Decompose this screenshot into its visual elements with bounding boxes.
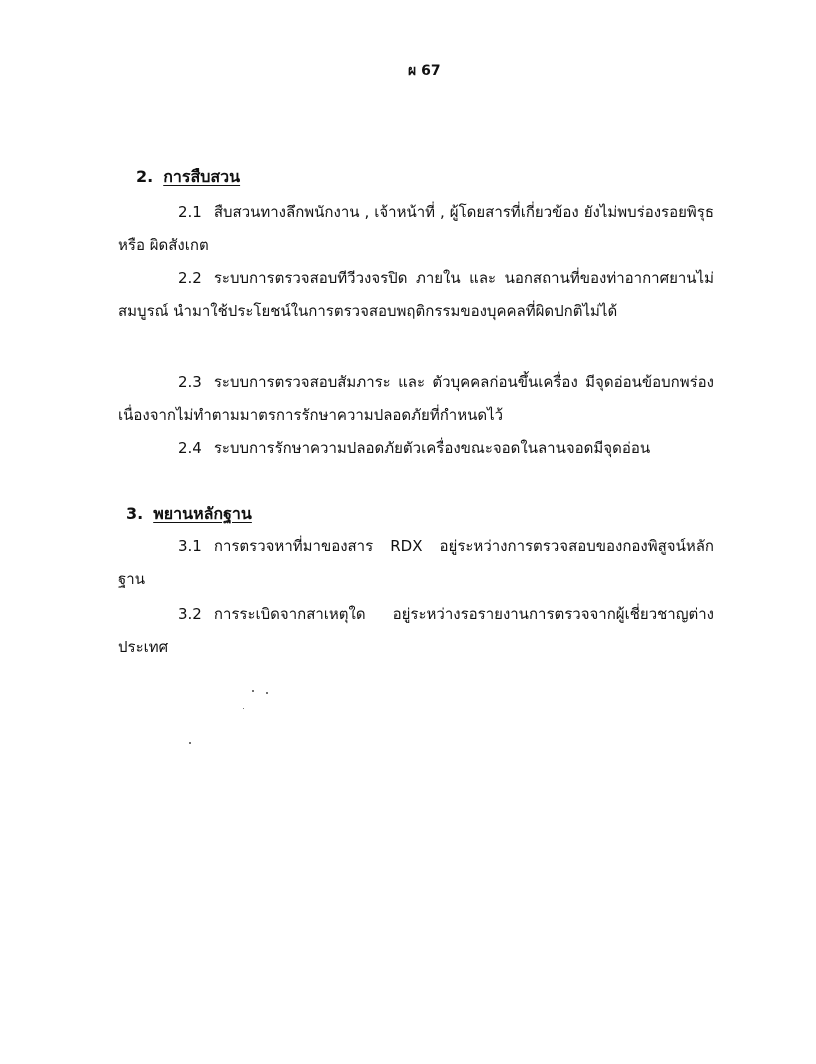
paragraph-text: ระบบการตรวจสอบทีวีวงจรปิด ภายใน และ นอกสถานที่ของท่าอากาศยานไม่สมบูรณ์ นำมาใช้ประโยชน์ในการตรวจสอบพฤติกรรมของบุคคลที่ผิดปกติไม่ได้ bbox=[118, 269, 714, 320]
scan-speck bbox=[243, 708, 244, 709]
paragraph-number: 3.2 bbox=[178, 605, 202, 623]
paragraph-text: สืบสวนทางลึกพนักงาน , เจ้าหน้าที่ , ผู้โดยสารที่เกี่ยวข้อง ยังไม่พบร่องรอยพิรุธ หรือ ผิดสังเกต bbox=[118, 203, 714, 254]
paragraph-number: 2.4 bbox=[178, 439, 202, 457]
paragraph-number: 3.1 bbox=[178, 537, 202, 555]
paragraph-number: 2.2 bbox=[178, 269, 202, 287]
paragraph-text: ระบบการรักษาความปลอดภัยตัวเครื่องขณะจอดในลานจอดมีจุดอ่อน bbox=[213, 439, 651, 457]
section-number: 3. bbox=[126, 504, 144, 523]
page-number: ผ 67 bbox=[408, 63, 441, 79]
scan-speck bbox=[252, 690, 254, 692]
section-number: 2. bbox=[136, 167, 154, 186]
paragraph-text: การระเบิดจากสาเหตุใด อยู่ระหว่างรอรายงานการตรวจจากผู้เชี่ยวชาญต่างประเทศ bbox=[118, 605, 714, 656]
paragraph-2-1 bbox=[118, 196, 714, 262]
section-heading-evidence bbox=[126, 502, 252, 527]
section-title: การสืบสวน bbox=[163, 167, 241, 186]
paragraph-text: การตรวจหาที่มาของสาร RDX อยู่ระหว่างการตรวจสอบของกองพิสูจน์หลักฐาน bbox=[118, 537, 714, 588]
scan-speck bbox=[266, 692, 268, 694]
section-heading-investigation bbox=[136, 165, 240, 190]
paragraph-number: 2.3 bbox=[178, 373, 202, 391]
paragraph-2-2 bbox=[118, 262, 714, 328]
paragraph-number: 2.1 bbox=[178, 203, 202, 221]
paragraph-3-2 bbox=[118, 598, 714, 664]
paragraph-3-1 bbox=[118, 530, 714, 596]
paragraph-text: ระบบการตรวจสอบสัมภาระ และ ตัวบุคคลก่อนขึ้นเครื่อง มีจุดอ่อนข้อบกพร่อง เนื่องจากไม่ทำตามมาตรการรักษาความปลอดภัยที่กำหนดไว้ bbox=[118, 373, 714, 424]
section-title: พยานหลักฐาน bbox=[153, 504, 252, 523]
paragraph-2-3 bbox=[118, 366, 714, 432]
paragraph-2-4 bbox=[118, 432, 714, 465]
scan-speck bbox=[189, 742, 191, 744]
